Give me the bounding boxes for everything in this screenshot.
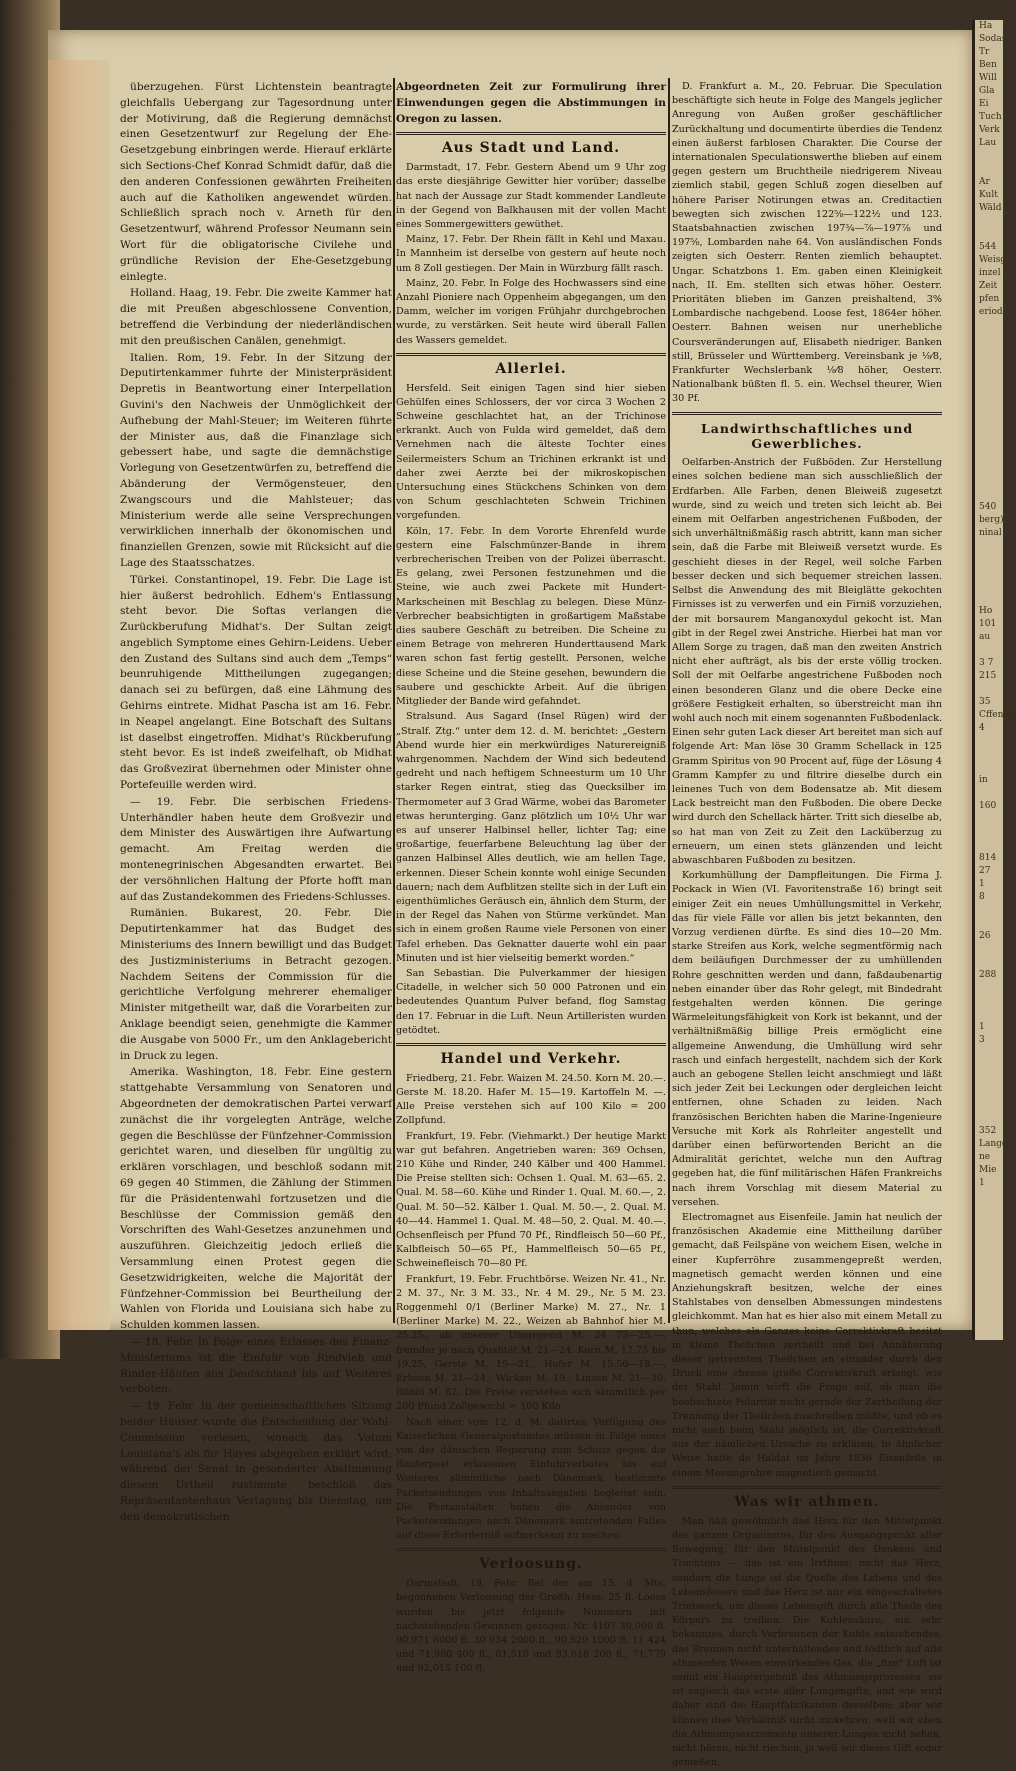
edge-fragment: Langen (979, 1139, 1014, 1149)
edge-fragment (975, 436, 1003, 449)
edge-fragment: Ho (979, 606, 993, 616)
edge-fragment (975, 384, 1003, 397)
edge-fragment: Tuch (979, 112, 1002, 122)
edge-fragment: 1 (979, 1178, 985, 1188)
edge-fragment: Weisg (979, 255, 1007, 265)
edge-fragment (975, 813, 1003, 826)
edge-fragment (975, 358, 1003, 371)
edge-fragment (975, 319, 1003, 332)
edge-fragment (975, 1203, 1003, 1216)
divider (396, 353, 666, 356)
edge-fragment (975, 1216, 1003, 1229)
edge-fragment: 35 (979, 697, 991, 707)
edge-fragment (975, 371, 1003, 384)
edge-fragment: 101 (979, 619, 997, 629)
edge-fragment (975, 592, 1003, 605)
edge-fragment: Ha (979, 21, 993, 31)
edge-fragment (975, 1047, 1003, 1060)
heading-handel-und-verkehr: Handel und Verkehr. (440, 1050, 622, 1067)
edge-fragment (975, 826, 1003, 839)
edge-fragment (975, 1086, 1003, 1099)
news-item: Darmstadt, 17. Febr. Gestern Abend um 9 Uhr zog das erste diesjährige Gewitter hier vorüber; dasselbe hat nach der Aussage zur Stadt kommender Landleute in der Gegend von Balkhausen mit der vollen Macht eines Sommergewitters gewüthet. (396, 162, 666, 230)
edge-fragment: au (979, 632, 991, 642)
market-report: Friedberg, 21. Febr. Waizen M. 24.50. Korn M. 20.—. Gerste M. 18.20. Hafer M. 15—19. Kartoffeln M. —. Alle Preise verstehen sich auf 100 Kilo = 200 Zollpfund. (396, 1072, 666, 1127)
market-report: Frankfurt, 19. Febr. Fruchtbörse. Weizen Nr. 41., Nr. 2 M. 37., Nr. 3 M. 33., Nr. 4 M. 29., Nr. 5 M. 23. Roggenmehl 0/1 (Berliner Marke) M. 27., Nr. 1 (Berliner Marke) M. 22., Weizen ab Bahnhof hier M. 25.25., ab unserer Umgegend M. 24 75—25.—, fremder je nach Qualität M. 21—24. Korn M. 17.75 bis 19.25, Gerste M. 19—21., Hafer M. 15.50—18.—, Erbsen M. 21—24., Wicken M. 19., Linsen M. 21—30. Rüböl M. 82. Die Preise verstehen sich sämmtlich per 200 Pfund Zollgewicht = 100 Kilo. (396, 1273, 666, 1413)
edge-fragment: Verk (979, 125, 1000, 135)
column-3 (672, 80, 942, 1771)
edge-fragment (975, 462, 1003, 475)
edge-fragment: pfen (979, 294, 1000, 304)
edge-fragment (975, 917, 1003, 930)
edge-fragment: ninal (979, 528, 1002, 538)
news-item: Stralsund. Aus Sagard (Insel Rügen) wird der „Stralf. Ztg.“ unter dem 12. d. M. berichtet: „Gestern Abend wurde hier ein merkwürdiges Naturereigniß wahrgenommen. Nachdem der Wind sich bedeutend gedreht und nach heftigem Schneesturm um 10 Uhr starker Regen eintrat, stieg das Quecksilber im Thermometer auf 3 Grad Wärme, wobei das Barometer etwas herunterging. Ganz plötzlich um 10½ Uhr war es auf unserer Halbinsel heller, lichter Tag; eine großartige, feuerfarbene Beleuchtung lag über der ganzen Halbinsel Alles deutlich, wie am hellen Tage, erkennen. Dieser Schein konnte wohl einige Secunden dauern; nach dem Aufblitzen stellte sich in der Luft ein eigenthümliches Geräusch ein, ähnlich dem Sturm, der in der Regel das Nahen von Stürme verkündet. Man sich in einem großen Raume viele Personen von einer Tafel erheben. Das Geknatter dauerte wohl ein paar Minuten und ist hier vielseitig bemerkt worden.“ (396, 711, 666, 964)
edge-fragment (975, 449, 1003, 462)
edge-fragment: 1 (979, 1022, 985, 1032)
edge-fragment: Ei (979, 99, 989, 109)
page-stain (48, 60, 110, 1330)
edge-fragment: 814 (979, 853, 997, 863)
heading-allerlei: Allerlei. (495, 360, 567, 377)
article-paragraph: — 19. Febr. In der gemeinschaftlichen Sitzung beider Häuser wurde die Entscheidung der Wahl-Commission verlesen, wonach das Votum Louisiana's als für Hayes abgegeben erklärt wird; während der Senat in gesonderter Abstimmung diesem Urtheil zustimmte, beschloß das Repräsentantenhaus Vertagung bis Dienstag, um den demokratischen (120, 1400, 392, 1523)
article-paragraph: — 19. Febr. Die serbischen Friedens-Unterhändler haben heute dem Großvezir und dem Minister des Auswärtigen ihre Aufwartung gemacht. Am Freitag werden die montenegrinischen Abgesandten erwartet. Bei der versöhnlichen Haltung der Pforte hofft man auf das Zustandekommen des Friedens-Schlusses. (120, 795, 392, 903)
adjacent-page-edge (972, 20, 1016, 1340)
edge-fragment (975, 410, 1003, 423)
edge-fragment (975, 150, 1003, 163)
edge-fragment (975, 566, 1003, 579)
athmen-text: Man hält gewöhnlich das Herz für den Mittelpunkt des ganzen Organismus, für den Ausgangspunkt aller Bewegung, für den Mittelpunkt des Denkens und Trachtens — das ist ein Irrthum: nicht das Herz, sondern die Lunge ist die Quelle des Lebens und des Lebensfeuers und das Herz ist nur ein eingeschaltetes Triebwerk, um dieses Lebensgift durch alle Theile des Körpers zu treiben. Die Kohlensäure, ein sehr bekanntes, durch Verbrennen der Kohle entstehendes, das Brennen nicht unterhaltendes und tödtlich auf alle athmenden Wesen einwirkendes Gas, die „fixe“ Luft ist somit ein Hauptergebniß des Athmungsprozesses, sie ist zugleich das erste aller Lungengifte, und wie wird daher sind die Hauptfabrikanten desselben; aber wir können dies Verhältniß nicht umkehren, weil wir eben die Athmungsexcremente unserer Lungen nicht sehen, nicht hören, nicht riechen, ja weil wir dieses Gift sogar genießen; (672, 1515, 942, 1769)
article-paragraph: überzugehen. Fürst Lichtenstein beantragte gleichfalls Uebergang zur Tagesordnung unter der Motivirung, daß die Regierung demnächst einen Gesetzentwurf zur Regelung der Ehe-Gesetzgebung einbringen werde. Hierauf erklärte sich Sections-Chef Konrad Schmidt dafür, daß die den anderen Confessionen gewährten Freiheiten auch auf die Katholiken angewendet würden. Schließlich sprach noch v. Arneth für den Gesetzentwurf, während Professor Neumann sein Wort für die obligatorische Civilehe und gründliche Revision der Ehe-Gesetzgebung einlegte. (120, 81, 392, 283)
edge-fragment: Cffenthi (979, 710, 1016, 720)
edge-fragment (975, 735, 1003, 748)
edge-fragment (975, 683, 1003, 696)
article-paragraph: Oelfarben-Anstrich der Fußböden. Zur Herstellung eines solchen bediene man sich ausschließlich der Erdfarben. Alle Farben, denen Bleiweiß zugesetzt wurde, sind zu weich und treten sich leicht ab. Bei einem mit Oelfarben angestrichenen Fußboden, der sich unverhältnißmäßig rasch abtritt, kann man sicher sein, daß die Farbe mit Bleiweiß versetzt wurde. Es geschieht dieses in der Regel, weil solche Farben besser decken und sich bequemer streichen lassen. Selbst die Anwendung des mit Bleiglätte gekochten Firnisses ist zu verwerfen und ein Firniß vorzuziehen, der mit borsaurem Manganoxydul gekocht ist. Man gibt in der Regel zwei Anstriche. Hierbei hat man vor Allem Sorge zu tragen, daß man den zweiten Anstrich nicht eher aufträgt, als bis der erste völlig trocken. Soll der mit Oelfarbe angestrichene Fußboden noch einen besonderen Glanz und die obere Decke eine größere Festigkeit erhalten, so überstreicht man ihn wohl auch noch mit einem sogenannten Fußbodenlack. Einen sehr guten Lack dieser Art bereitet man sich auf folgende Art: Man löse 30 Gramm Schellack in 125 Gramm Spiritus von 90 Procent auf, füge der Lösung 4 Gramm Kampfer zu und filtrire dieselbe durch ein leinenes Tuch von dem Bodensatze ab. Mit diesem Lack bestreicht man den Fußboden. Die obere Decke wird durch den Schellack härter. Tritt sich dieselbe ab, so hat man von Zeit zu Zeit den Lacküberzug zu erneuern, um einen stets glänzenden und leicht abwaschbaren Fußboden zu besitzen. (672, 457, 942, 866)
edge-fragment: 540 (979, 502, 997, 512)
edge-fragment: 160 (979, 801, 997, 811)
edge-fragment: Ar (979, 177, 990, 187)
news-item: San Sebastian. Die Pulverkammer der hiesigen Citadelle, in welcher sich 50 000 Patronen und ein bedeutendes Quantum Pulver befand, flog Samstag den 17. Februar in die Luft. Neun Artilleristen wurden getödtet. (396, 967, 666, 1036)
divider (396, 132, 666, 135)
heading-verloosung: Verloosung. (479, 1556, 583, 1573)
edge-fragment (975, 1190, 1003, 1203)
column-1 (120, 80, 392, 1527)
news-item: Köln, 17. Febr. In dem Vororte Ehrenfeld wurde gestern eine Falschmünzer-Bande in ihrem verbrecherischen Treiben von der Polizei überrascht. Es gelang, zwei Personen festzunehmen und die Steine, wie auch zwei Packete mit Hundert-Markscheinen mit Beschlag zu belegen. Diese Münz-Verbrecher beabsichtigten in großartigem Maßstabe dies saubere Geschäft zu betreiben. Die Scheine zu einem Betrage von mehreren Hunderttausend Mark waren schon fast fertig gestellt. Personen, welche diese Scheine und die Steine gesehen, bewundern die saubere und geschickte Arbeit. Auf die übrigen Mitglieder der Bande wird gefahndet. (396, 525, 666, 708)
edge-fragment (975, 1008, 1003, 1021)
edge-fragment: 1 (979, 879, 985, 889)
edge-fragment: berg) (979, 515, 1004, 525)
article-paragraph: Electromagnet aus Eisenfeile. Jamin hat neulich der französischen Akademie eine Mittheilung darüber gemacht, daß Feilspäne von weichem Eisen, welche in einer Kupferröhre zusammengepreßt werden, magnetisch gemacht werden können und eine Anziehungskraft besitzen, welche der eines Stahlstabes von denselben Abmessungen mindestens gleichkommt. Man hat es hier also mit einem Metall zu thun, welches als Ganzes keine Correktivkraft besitzt in kleine Theilchen zertheilt und bei Annäherung dieser getrennten Theilchen an einander durch den Druck eine ebenso große Correktivkraft erlangt, wie der Stahl. Jamin wirft die Frage auf, ob man die beobachtete Polarität nicht gerade der Zertheilung der Trennung der Theilchen zuschreiben müßte, und ob es nicht auch beim Stahl möglich ist, die Correktivkraft aus der nämlichen Ursache zu erklären. In ähnlicher Weise hatte de Haldat im Jahre 1836 Eisenfeile in einem Messingrohre magnetisch gemacht. (672, 1212, 942, 1479)
edge-fragment (975, 345, 1003, 358)
edge-fragment: Will (979, 73, 997, 83)
edge-fragment (975, 995, 1003, 1008)
edge-fragment: Kult (979, 190, 998, 200)
article-paragraph: — 18. Febr. In Folge eines Erlasses des Finanz-Ministeriums ist die Einfuhr von Rindvieh und Rinder-Häuten aus Deutschland bis auf Weiteres verboten. (120, 1335, 392, 1396)
market-report: Nach einer vom 12. d. M. datirten Verfügung des Kaiserlichen Generalpostamtes müssen in Folge eines von der dänischen Regierung zum Schutz gegen die Rinderpest erlassenen Einfuhrverbotes bis auf Weiteres sämmtliche nach Dänemark bestimmte Packetsendungen von Inhaltsangaben begleitet sein. Die Postanstalten haben die Absender von Packetsendungen nach Dänemark eintretenden Falles auf diese Erforderniß aufmerksam zu machen. (396, 1416, 666, 1542)
edge-fragment: 352 (979, 1126, 997, 1136)
edge-fragment (975, 1073, 1003, 1086)
edge-fragment: Sodas (979, 34, 1007, 44)
edge-fragment (975, 644, 1003, 657)
edge-fragment (975, 397, 1003, 410)
edge-fragment (975, 332, 1003, 345)
edge-fragment: Tr (979, 47, 990, 57)
edge-fragment: Gla (979, 86, 995, 96)
edge-fragment: Wäld (979, 203, 1002, 213)
edge-fragment (975, 1099, 1003, 1112)
edge-fragment (975, 215, 1003, 228)
edge-fragment (975, 423, 1003, 436)
divider (396, 1548, 666, 1551)
edge-fragment: in (979, 775, 988, 785)
edge-fragment: 288 (979, 970, 997, 980)
article-paragraph: Amerika. Washington, 18. Febr. Eine gestern stattgehabte Versammlung von Senatoren und Abgeordneten der demokratischen Partei verwarf zunächst die ihr vorgelegten Anträge, welche gegen die Beschlüsse der Fünfzehner-Commission gerichtet waren, und dieselben für ungültig zu erklären vorschlagen, und beschloß sodann mit 69 gegen 40 Stimmen, die Zählung der Stimmen für die Präsidentenwahl fortzusetzen und die Beschlüsse der Commission gemäß den Vorschriften des Wahl-Gesetzes anzunehmen und auszuführen. Gleichzeitig jedoch erließ die Versammlung einen Protest gegen die Gesetzwidrigkeiten, welche die Majorität der Fünfzehner-Commission bei Beurtheilung der Wahlen von Florida und Louisiana sich habe zu Schulden kommen lassen. (120, 1066, 392, 1332)
edge-fragment (975, 488, 1003, 501)
divider (672, 412, 942, 415)
column-rule-1 (393, 78, 395, 1323)
edge-fragment: ne (979, 1152, 991, 1162)
edge-fragment: inzel (979, 268, 1001, 278)
edge-fragment (975, 956, 1003, 969)
divider (396, 1043, 666, 1046)
edge-fragment: 215 (979, 671, 997, 681)
edge-fragment (975, 540, 1003, 553)
heading-aus-stadt-und-land: Aus Stadt und Land. (441, 140, 621, 157)
edge-fragment (975, 1060, 1003, 1073)
edge-fragment (975, 982, 1003, 995)
edge-fragment (975, 787, 1003, 800)
edge-fragment: 26 (979, 931, 991, 941)
col2-top-text: Abgeordneten Zeit zur Formulirung ihrer Einwendungen gegen die Abstimmungen in Oregon zu lassen. (396, 81, 666, 125)
edge-fragment: Mie (979, 1165, 997, 1175)
news-item: Mainz, 17. Febr. Der Rhein fällt in Kehl und Maxau. In Mannheim ist derselbe von gestern auf heute noch um 8 Zoll gestiegen. Der Main in Würzburg fällt rasch. (396, 234, 666, 274)
edge-fragment: Lau (979, 138, 997, 148)
edge-fragment (975, 943, 1003, 956)
edge-fragment: Ben (979, 60, 997, 70)
edge-fragment (975, 163, 1003, 176)
edge-fragment: 3 (979, 1035, 985, 1045)
edge-fragment (975, 1242, 1003, 1255)
market-report: Frankfurt, 19. Febr. (Viehmarkt.) Der heutige Markt war gut befahren. Angetrieben waren: 369 Ochsen, 210 Kühe und Rinder, 240 Kälber und 400 Hammel. Die Preise stellten sich: Ochsen 1. Qual. M. 63—65. 2. Qual. M. 58—60. Kühe und Rinder 1. Qual. M. 60.—, 2. Qual. M. 50—52. Kälber 1. Qual. M. 50.—, 2. Qual. M. 40—44. Hammel 1. Qual. M. 48—50, 2. Qual. M. 40.—. Ochsenfleisch per Pfund 70 Pf., Rindfleisch 50—60 Pf., Kalbfleisch 50—65 Pf., Hammelfleisch 50—65 Pf., Schweinefleisch 70—80 Pf. (396, 1130, 666, 1270)
edge-fragment (975, 1229, 1003, 1242)
article-paragraph: Italien. Rom, 19. Febr. In der Sitzung der Deputirtenkammer fuhrte der Ministerpräsident Depretis in Beantwortung einer Interpellation Guvini's den Nachweis der Unmöglichkeit der Aufhebung der Mahl-Steuer; im Weiteren führte der Minister aus, daß die Finanzlage sich gebessert habe, und sagte die demnächstige Vorlegung von Gesetzentwürfen zu, betreffend die Abänderung der Vermögensteuer, den Zwangscours und die Mahlsteuer; das Ministerium werde alle seine Versprechungen verwirklichen innerhalb der ökonomischen und finanziellen Grenzen, sowie mit Rücksicht auf die Lage des Staatsschatzes. (120, 351, 392, 569)
edge-fragment: 8 (979, 892, 985, 902)
edge-fragment (975, 904, 1003, 917)
edge-fragment: 3 7 (979, 658, 994, 668)
market-report: D. Frankfurt a. M., 20. Februar. Die Speculation beschäftigte sich heute in Folge des Mangels jeglicher Anregung von Außen großer geschäftlicher Zurückhaltung und documentirte überdies die Tendenz einen äußerst farblosen Charakter. Die Course der internationalen Speculationswerthe blieben auf einem gegen gestern um Bruchtheile niedrigerem Niveau ziemlich stabil, gegen Schluß zogen dieselben auf höhere Pariser Notirungen etwas an. Creditactien bewegten sich zwischen 122⅝—122½ und 123. Staatsbahnactien zwischen 197¾—⅞—197⅞ und 197⅝, Lombarden nahe 64. Von ausländischen Fonds zeigten sich Oesterr. Renten ziemlich behauptet. Ungar. Schatzbons 1. Em. gaben einen Kleinigkeit nach, II. Em. stellten sich etwas höher. Oesterr. Prioritäten blieben im Ganzen preishaltend, 3% Lombardische nachgebend. Loose fest, 1864er höher. Oesterr. Bahnen weisen nur unerhebliche Coursveränderungen auf, Elisabeth niedriger. Banken still, Brüsseler und Württemberg. Vereinsbank je ⅛⁄8, Frankfurter Wechslerbank ⅛⁄8 höher, Oesterr. Nationalbank büßten fl. 5. ein. Wechsel theurer, Wien 30 Pf. (672, 81, 942, 405)
column-2 (396, 80, 666, 1678)
news-item: Hersfeld. Seit einigen Tagen sind hier sieben Gehülfen eines Schlossers, der vor circa 3 Wochen 2 Schweine geschlachtet hat, an der Trichinose erkrankt. Auch von Fulda wird gemeldet, daß dem Vernehmen nach die älteste Tochter eines Seilermeisters Schum an Trichinen erkrankt ist und daher zwei Aerzte bei der mikroskopischen Untersuchung eines Stückchens Schinken von dem von Schum geschlachteten Schwein Trichinen vorgefunden. (396, 382, 666, 522)
edge-fragment (975, 839, 1003, 852)
edge-fragment (975, 1112, 1003, 1125)
divider (672, 1486, 942, 1489)
news-item: Mainz, 20. Febr. In Folge des Hochwassers sind eine Anzahl Pioniere nach Oppenheim abgegangen, um den Damm, welcher im vorigen Frühjahr durchgebrochen wurde, zu verstärken. Seit heute wird überall Fallen des Wassers gemeldet. (396, 277, 666, 346)
edge-fragment (975, 748, 1003, 761)
article-paragraph: Holland. Haag, 19. Febr. Die zweite Kammer hat die mit Preußen abgeschlossene Convention, betreffend die Verbindung der niederländischen mit den preußischen Canälen, genehmigt. (120, 287, 392, 347)
article-paragraph: Korkumhüllung der Dampfleitungen. Die Firma J. Pockack in Wien (VI. Favoritenstraße 16) bringt seit einiger Zeit ein neues Umhüllungsmittel in Verkehr, das für viele Fälle vor allen bis jetzt bekannten, den Vorzug verdienen dürfte. Es sind dies 10—20 Mm. starke Streifen aus Kork, welche segmentförmig nach dem beiläufigen Durchmesser der zu umhüllenden Rohre geschnitten werden und dann, faßdaubenartig neben einander über das Rohr gelegt, mit Bindedraht festgehalten werden können. Die geringe Wärmeleitungsfähigkeit von Kork ist bekannt, und der verhältnißmäßig billige Preis ermöglicht eine allgemeine Anwendung, die Umhüllung wird sehr rasch und einfach hergestellt, nachdem sich der Kork auch an gebogene Stellen leicht anschmiegt und läßt sich jeder Zeit bei Leckungen oder dergleichen leicht entfernen, ohne Schaden zu leiden. Nach französischen Berichten haben die Marine-Ingenieure Versuche mit Kork als Rohrleiter angestellt und darüber einen befürwortenden Bericht an die Admiralität gerichtet, welche nun den Auftrag gegeben hat, die fünf militärischen Häfen Frankreichs nach ihrem Vorschlag mit diesem Material zu versehen. (672, 870, 942, 1208)
edge-fragment: eriod (979, 307, 1003, 317)
verloosung-text: Darmstadt, 19. Febr. Bei der am 15. d. Mts. begonnenen Verloosung der Großh. Hess. 25 fl.-Loose wurden bis jetzt folgende Nummern mit nachstehenden Gewinnen gezogen: Nr. 4107 30,000 fl. 90,971 6000 fl. 30 934 2000 fl., 90,529 1000 fl. 11 424 und 71,980 400 fl., 81,510 und 93,618 200 fl., 71,779 und 92,015 100 fl. (396, 1578, 666, 1675)
edge-fragment (975, 761, 1003, 774)
edge-fragment (975, 579, 1003, 592)
edge-fragment: 4 (979, 723, 985, 733)
edge-fragment (975, 1255, 1003, 1268)
article-paragraph: Türkei. Constantinopel, 19. Febr. Die Lage ist hier äußerst bedrohlich. Edhem's Entlassung steht bevor. Die Softas verlangen die Zurückberufung Midhat's. Der Sultan zeigt angeblich Symptome eines Gehirn-Leidens. Ueber den Zustand des Sultans sind auch dem „Temps“ beunruhigende Mittheilungen zugegangen; danach sei zu befürgen, daß eine Lähmung des Gehirns eintrete. Midhat Pascha ist am 16. Febr. in Neapel angelangt. Eine Botschaft des Sultans ist daselbst eingetroffen. Midhat's Rückberufung steht bevor. Es ist indeß zweifelhaft, ob Midhat das Großvezirat übernehmen oder Minister ohne Portefeuille werden wird. (120, 573, 392, 792)
column-rule-2 (668, 78, 670, 1323)
article-paragraph: Rumänien. Bukarest, 20. Febr. Die Deputirtenkammer hat das Budget des Ministeriums des Innern bewilligt und das Budget des Justizministeriums in Betracht gezogen. Nachdem Seitens der Commission für die gerichtliche Verfolgung mehrerer ehemaliger Minister mitgetheilt war, daß die Vorarbeiten zur Anklage beendigt seien, genehmigte die Kammer die Ausgabe von 5000 Fr., um den Anklagebericht in Druck zu legen. (120, 907, 392, 1062)
edge-fragment (975, 228, 1003, 241)
heading-was-wir-athmen: Was wir athmen. (734, 1493, 880, 1510)
edge-fragment: 544 (979, 242, 997, 252)
heading-landwirthschaftliches: Landwirthschaftliches und Gewerbliches. (700, 420, 914, 452)
edge-fragment (975, 475, 1003, 488)
edge-fragment (975, 553, 1003, 566)
edge-fragment: Zeit (979, 281, 998, 291)
edge-fragment: 27 (979, 866, 991, 876)
